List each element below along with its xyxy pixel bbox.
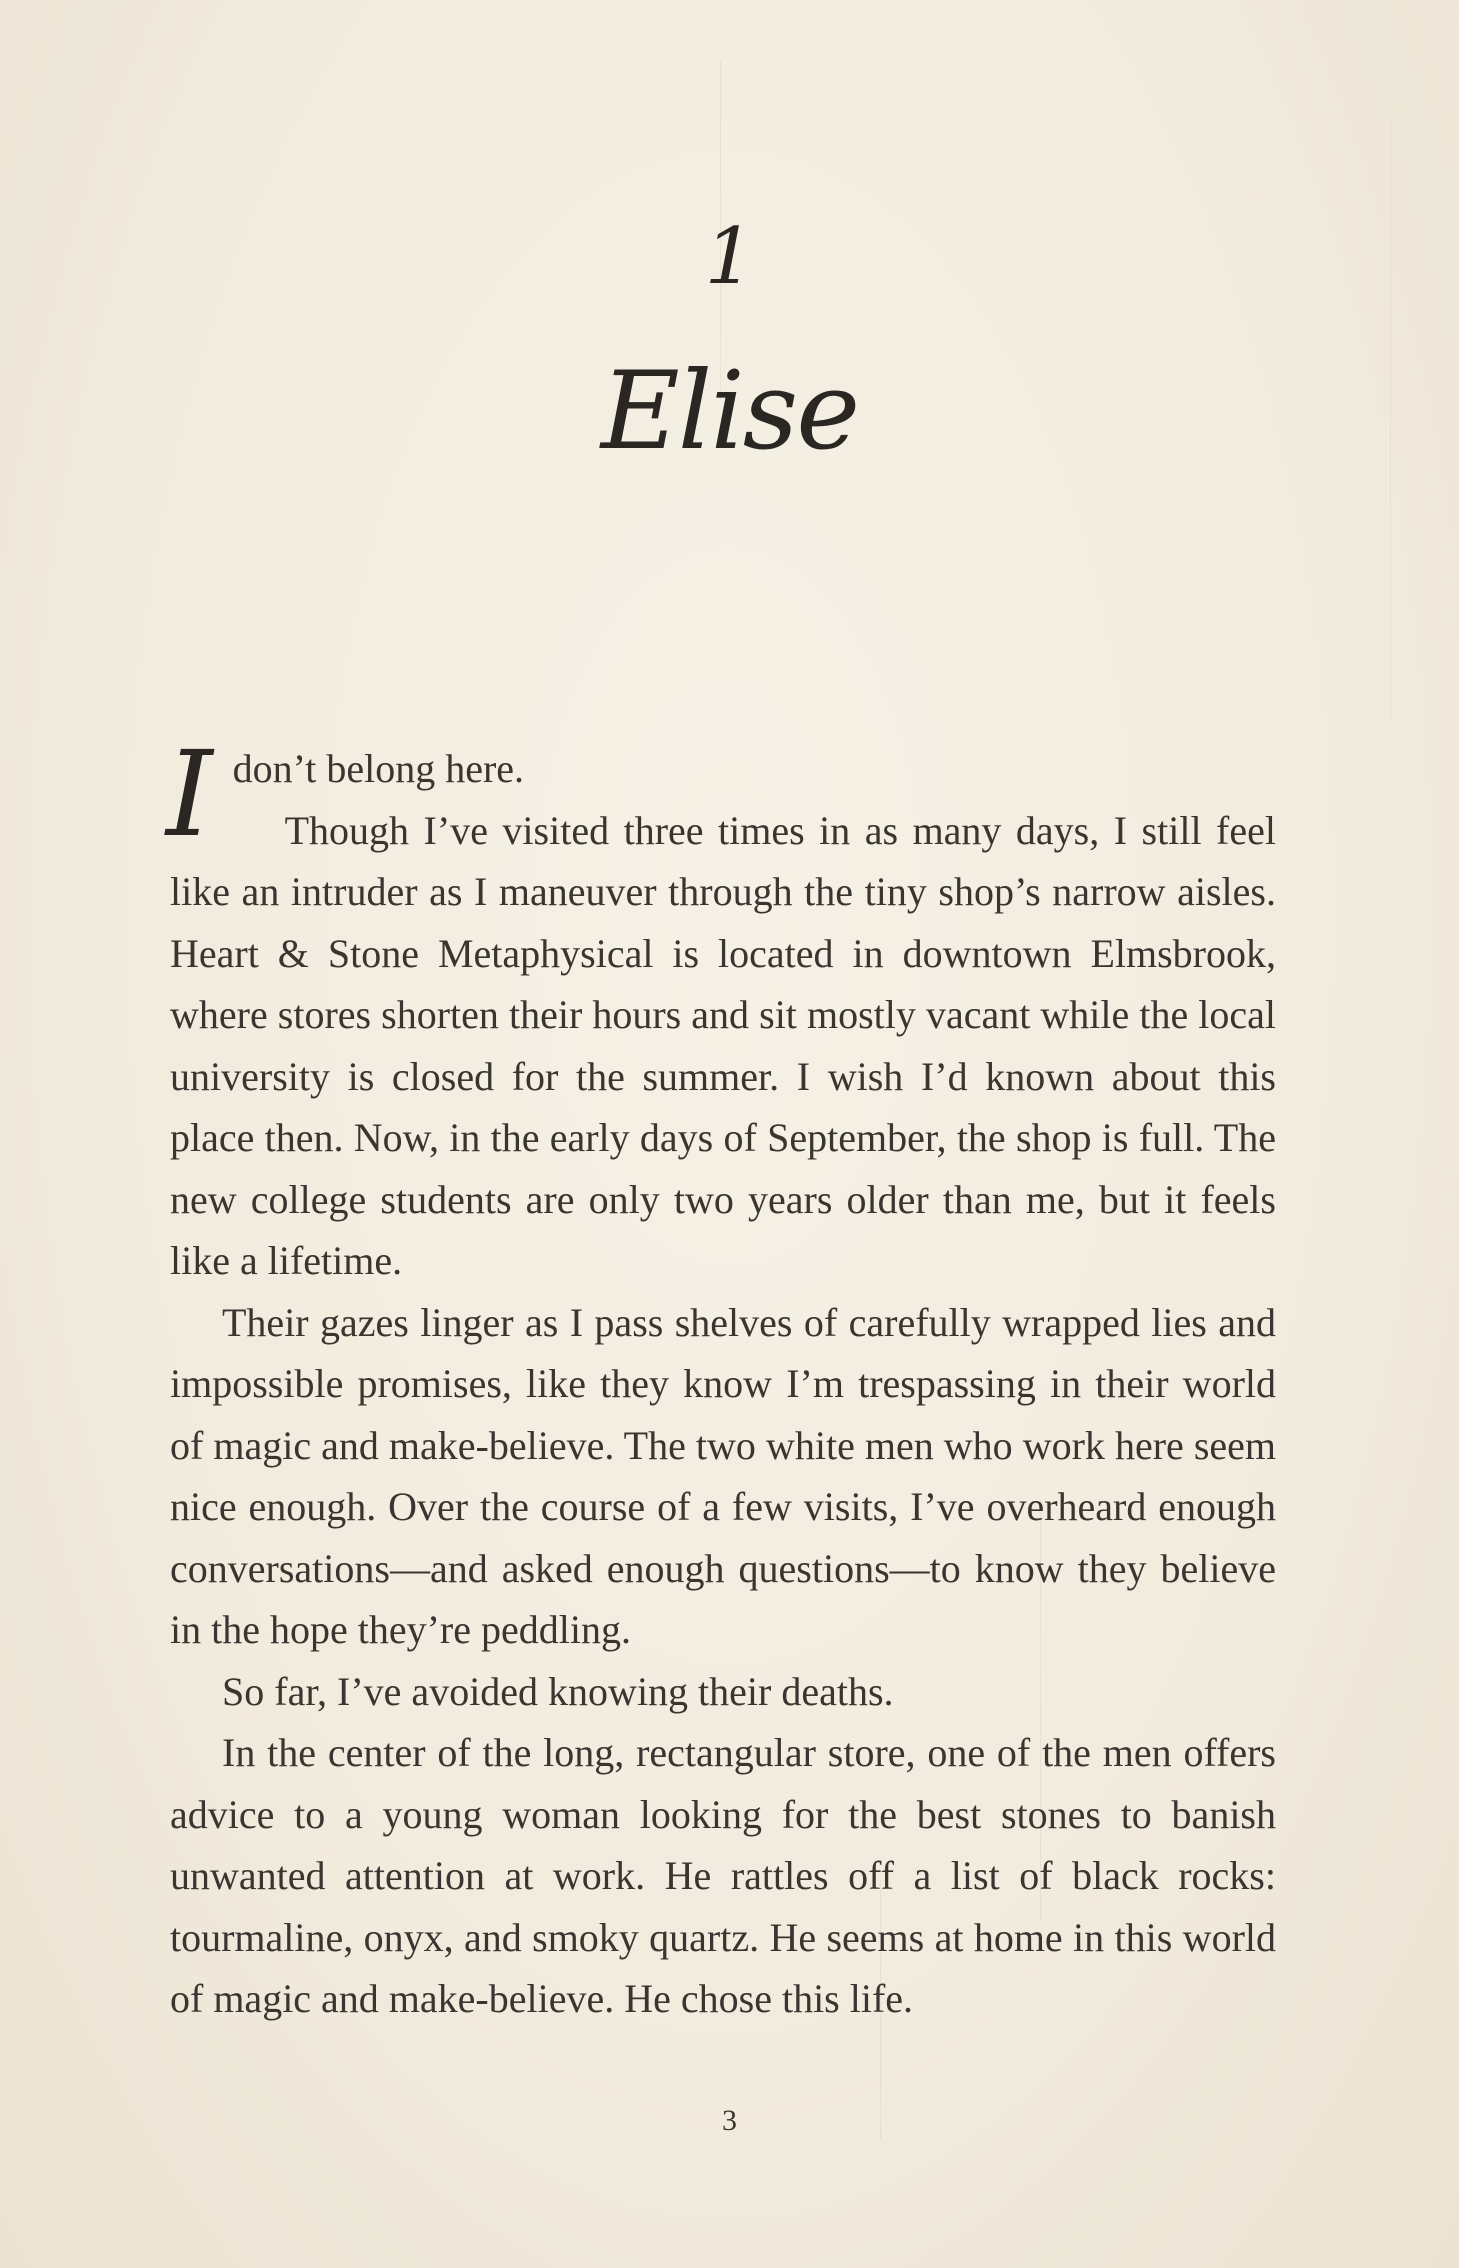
chapter-title: Elise xyxy=(600,349,859,474)
chapter-number: 1 xyxy=(704,212,755,302)
drop-cap: I xyxy=(166,725,213,863)
chapter-body xyxy=(166,725,1276,2030)
page-number: 3 xyxy=(722,2104,737,2137)
paragraph: In the center of the long, rectangular store, one of the men offers advice to a young woman looking for the best stones to banish unwanted attention at work. He rattles off a list of black rocks: tourmaline, onyx, and smoky quartz. He seems at home in this world of magic and make-believe. He chose this life. xyxy=(170,1730,1276,2021)
paragraph xyxy=(166,725,1276,863)
paragraph: Though I’ve visited three times in as many days, I still feel like an intruder as I maneuver through the tiny shop’s narrow aisles. Heart & Stone Metaphysical is located in downtown Elmsbrook, where stores shorten their hours and sit mostly vacant while the local university is closed for the summer. I wish I’d known about this place then. Now, in the early days of September, the shop is full. The new college students are only two years older than me, but it feels like a lifetime. xyxy=(170,807,1276,1283)
paragraph: So far, I’ve avoided knowing their deaths. xyxy=(222,1668,894,1714)
paragraph: Their gazes linger as I pass shelves of carefully wrapped lies and impossible promises, like they know I’m trespassing in their world of magic and make-believe. The two white men who work here seem nice enough. Over the course of a few visits, I’ve overheard enough conversations—and asked enough questions—to know they believe in the hope they’re peddling. xyxy=(170,1299,1276,1652)
paragraph-text: don’t belong here. xyxy=(232,746,525,791)
